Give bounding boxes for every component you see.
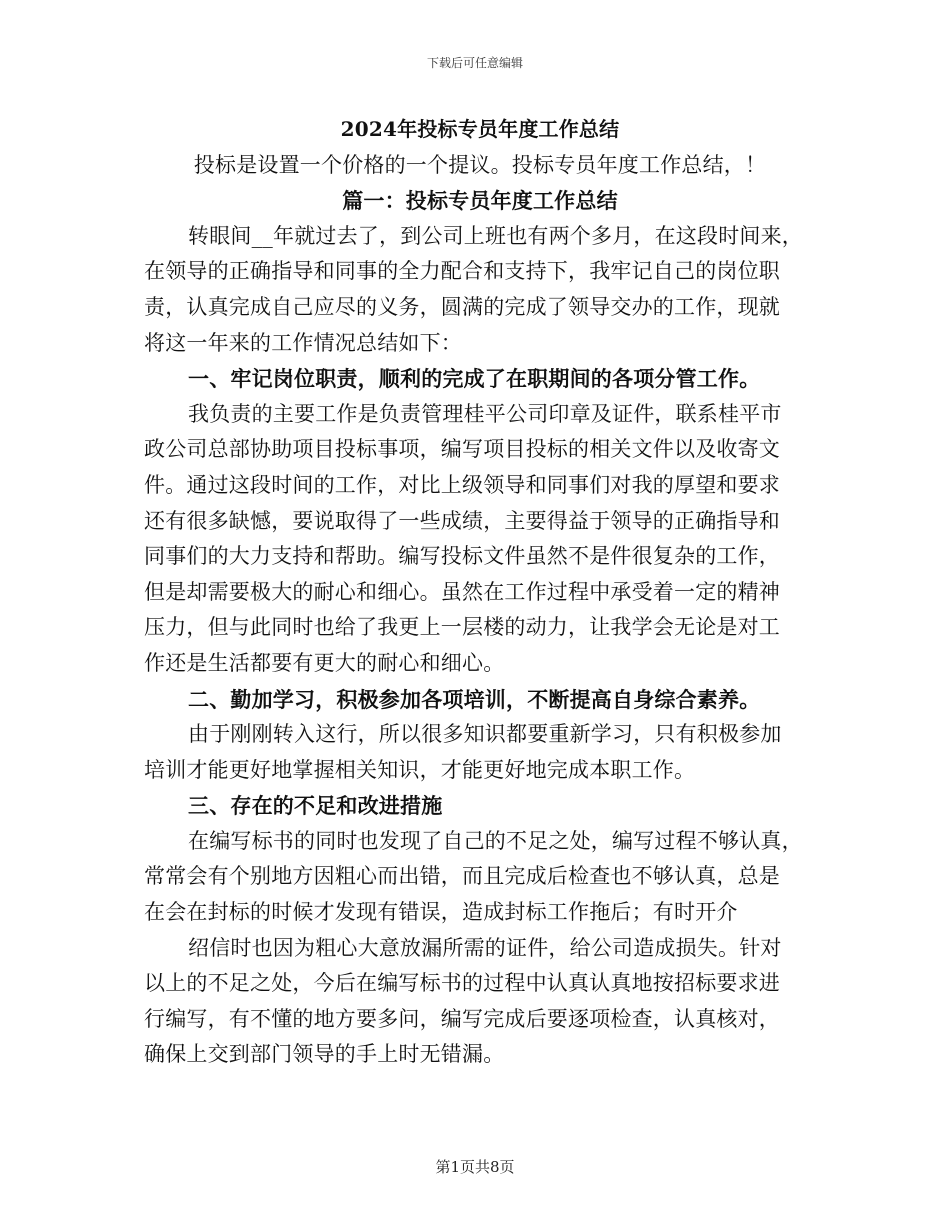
paragraph-3 (144, 717, 816, 788)
page-header-note: 下载后可任意编辑 (426, 56, 523, 70)
paragraph-line: 同事们的大力支持和帮助。编写投标文件虽然不是件很复杂的工作， (144, 544, 780, 569)
document-body (144, 112, 816, 1073)
paragraph-line: 行编写，有不懂的地方要多问，编写完成后要逐项检查，认真核对， (144, 1006, 780, 1031)
paragraph-line: 我负责的主要工作是负责管理桂平公司印章及证件，联系桂平市 (188, 401, 782, 426)
paragraph-line: 但是却需要极大的耐心和细心。虽然在工作过程中承受着一定的精神 (144, 579, 780, 604)
paragraph-line: 还有很多缺憾，要说取得了一些成绩，主要得益于领导的正确指导和 (144, 508, 780, 533)
paragraph-line: 政公司总部协助项目投标事项，编写项目投标的相关文件以及收寄文 (144, 437, 780, 462)
paragraph-line: 将这一年来的工作情况总结如下： (144, 330, 462, 355)
paragraph-line: 在领导的正确指导和同事的全力配合和支持下，我牢记自己的岗位职 (144, 259, 780, 284)
paragraph-line: 责，认真完成自己应尽的义务，圆满的完成了领导交办的工作，现就 (144, 294, 780, 319)
paragraph-4 (144, 824, 816, 931)
heading-2: 二、勤加学习，积极参加各项培训，不断提高自身综合素养。 (188, 686, 761, 712)
paragraph-line: 件。通过这段时间的工作，对比上级领导和同事们对我的厚望和要求 (144, 472, 780, 497)
paragraph-line: 培训才能更好地掌握相关知识，才能更好地完成本职工作。 (144, 757, 696, 782)
paragraph-1 (144, 219, 816, 361)
heading-3: 三、存在的不足和改进措施 (188, 793, 443, 819)
heading-1: 一、牢记岗位职责，顺利的完成了在职期间的各项分管工作。 (188, 366, 761, 392)
paragraph-line: 绍信时也因为粗心大意放漏所需的证件，给公司造成损失。针对 (188, 935, 782, 960)
paragraph-line: 压力，但与此同时也给了我更上一层楼的动力，让我学会无论是对工 (144, 615, 780, 640)
paragraph-line: 确保上交到部门领导的手上时无错漏。 (144, 1042, 505, 1067)
paragraph-line: 在编写标书的同时也发现了自己的不足之处，编写过程不够认真， (188, 828, 803, 853)
paragraph-line: 作还是生活都要有更大的耐心和细心。 (144, 650, 505, 675)
paragraph-line: 常常会有个别地方因粗心而出错，而且完成后检查也不够认真，总是 (144, 864, 780, 889)
paragraph-5 (144, 931, 816, 1073)
paragraph-line: 以上的不足之处，今后在编写标书的过程中认真认真地按招标要求进 (144, 971, 780, 996)
paragraph-2 (144, 397, 816, 682)
paragraph-line: 转眼间__年就过去了，到公司上班也有两个多月，在这段时间来， (188, 223, 803, 248)
section-title: 篇一：投标专员年度工作总结 (342, 188, 618, 214)
document-title: 2024年投标专员年度工作总结 (340, 117, 620, 141)
document-intro: 投标是设置一个价格的一个提议。投标专员年度工作总结，！ (193, 152, 767, 177)
paragraph-line: 由于刚刚转入这行，所以很多知识都要重新学习，只有积极参加 (188, 722, 782, 747)
page-footer-number: 第1页共8页 (435, 1158, 515, 1176)
paragraph-line: 在会在封标的时候才发现有错误，造成封标工作拖后；有时开介 (144, 900, 738, 925)
